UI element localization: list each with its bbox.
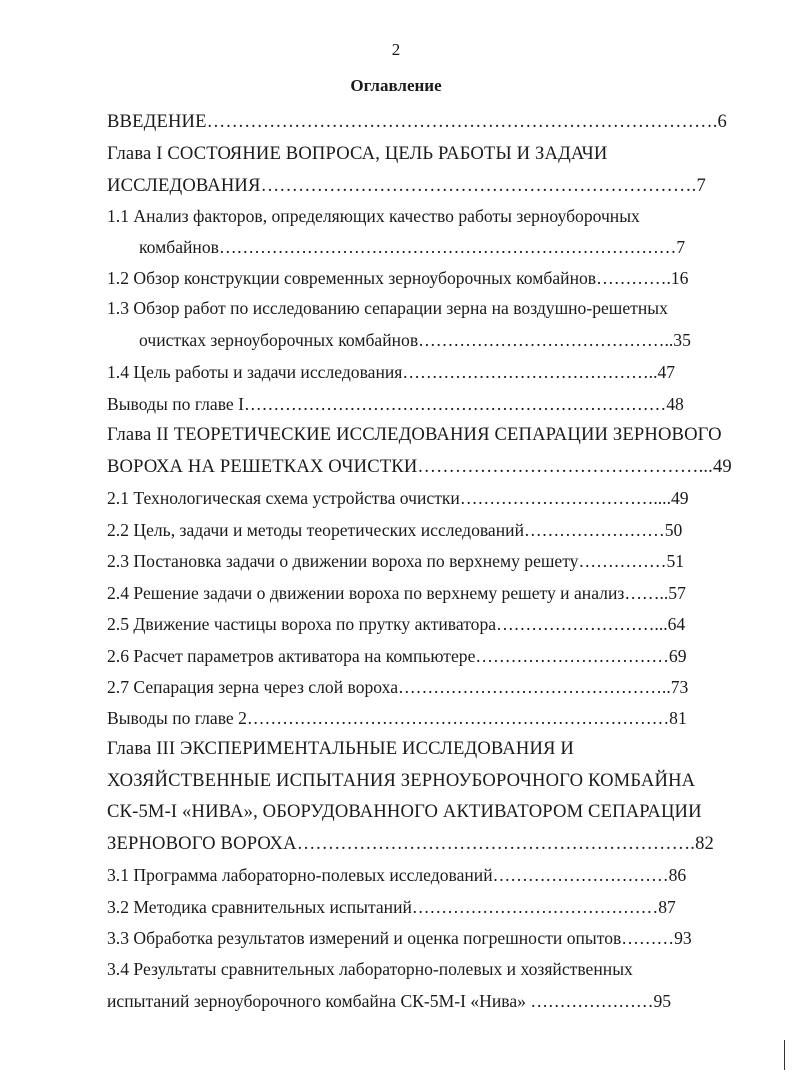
toc-entry-section-2-2: 2.2 Цель, задачи и методы теоретических исследований……………………50 [107, 520, 683, 540]
toc-entry-section-2-3: 2.3 Постановка задачи о движении вороха по верхнему решету……………51 [107, 551, 685, 571]
toc-entry-section-1-2: 1.2 Обзор конструкции современных зерноуборочных комбайнов………….16 [107, 268, 689, 288]
page-number: 2 [391, 40, 401, 59]
toc-entry-section-1-1-line-2: комбайнов……………………………………………………………………7 [139, 237, 686, 257]
toc-entry-section-2-7: 2.7 Сепарация зерна через слой вороха………………………………………..73 [107, 677, 689, 697]
toc-entry-section-1-3-line-1: 1.3 Обзор работ по исследованию сепарации зерна на воздушно-решетных [107, 298, 668, 318]
toc-entry-section-1-3-line-2: очистках зерноуборочных комбайнов……………………………………..35 [139, 330, 691, 350]
toc-entry-section-1-4: 1.4 Цель работы и задачи исследования……………………………………..47 [107, 362, 676, 382]
toc-entry-section-1-1-line-1: 1.1 Анализ факторов, определяющих качество работы зерноуборочных [107, 206, 640, 226]
toc-title: Оглавление [350, 76, 442, 95]
toc-entry-introduction: ВВЕДЕНИЕ……………………………………………………………………….6 [107, 111, 727, 132]
toc-entry-conclusions-2: Выводы по главе 2………………………………………………………………81 [107, 708, 687, 728]
toc-entry-section-3-3: 3.3 Обработка результатов измерений и оценка погрешности опытов………93 [107, 928, 692, 948]
toc-entry-chapter-1-line-1: Глава I СОСТОЯНИЕ ВОПРОСА, ЦЕЛЬ РАБОТЫ И ЗАДАЧИ [107, 143, 608, 164]
toc-entry-section-2-6: 2.6 Расчет параметров активатора на компьютере……………………………69 [107, 646, 687, 666]
toc-entry-chapter-3-line-2: ХОЗЯЙСТВЕННЫЕ ИСПЫТАНИЯ ЗЕРНОУБОРОЧНОГО КОМБАЙНА [107, 770, 696, 791]
toc-entry-section-2-5: 2.5 Движение частицы вороха по прутку активатора………………………...64 [107, 614, 686, 634]
toc-entry-chapter-1-line-2: ИССЛЕДОВАНИЯ…………………………………………………………….7 [107, 175, 706, 196]
toc-entry-section-3-1: 3.1 Программа лабораторно-полевых исследований…………………………86 [107, 865, 687, 885]
toc-entry-section-3-4-line-2: испытаний зерноуборочного комбайна СК-5М-I «Нива» …………………95 [107, 991, 672, 1011]
toc-entry-section-3-4-line-1: 3.4 Результаты сравнительных лабораторно-полевых и хозяйственных [107, 959, 633, 979]
toc-entry-chapter-2-line-2: ВОРОХА НА РЕШЕТКАХ ОЧИСТКИ………………………………………...49 [107, 456, 732, 477]
toc-entry-section-2-1: 2.1 Технологическая схема устройства очистки……………………………....49 [107, 488, 689, 508]
toc-entry-section-3-2: 3.2 Методика сравнительных испытаний……………………………………87 [107, 897, 676, 917]
toc-entry-chapter-3-line-1: Глава III ЭКСПЕРИМЕНТАЛЬНЫЕ ИССЛЕДОВАНИЯ И [107, 738, 574, 759]
toc-entry-section-2-4: 2.4 Решение задачи о движении вороха по верхнему решету и анализ……..57 [107, 583, 686, 603]
scan-margin-mark [784, 1040, 785, 1070]
toc-entry-chapter-3-line-3: СК-5М-I «НИВА», ОБОРУДОВАННОГО АКТИВАТОРОМ СЕПАРАЦИИ [107, 801, 702, 822]
toc-entry-conclusions-1: Выводы по главе I………………………………………………………………48 [107, 394, 684, 414]
toc-entry-chapter-3-line-4: ЗЕРНОВОГО ВОРОХА……………………………………………………….82 [107, 833, 715, 854]
toc-entry-chapter-2-line-1: Глава II ТЕОРЕТИЧЕСКИЕ ИССЛЕДОВАНИЯ СЕПАРАЦИИ ЗЕРНОВОГО [107, 424, 722, 445]
